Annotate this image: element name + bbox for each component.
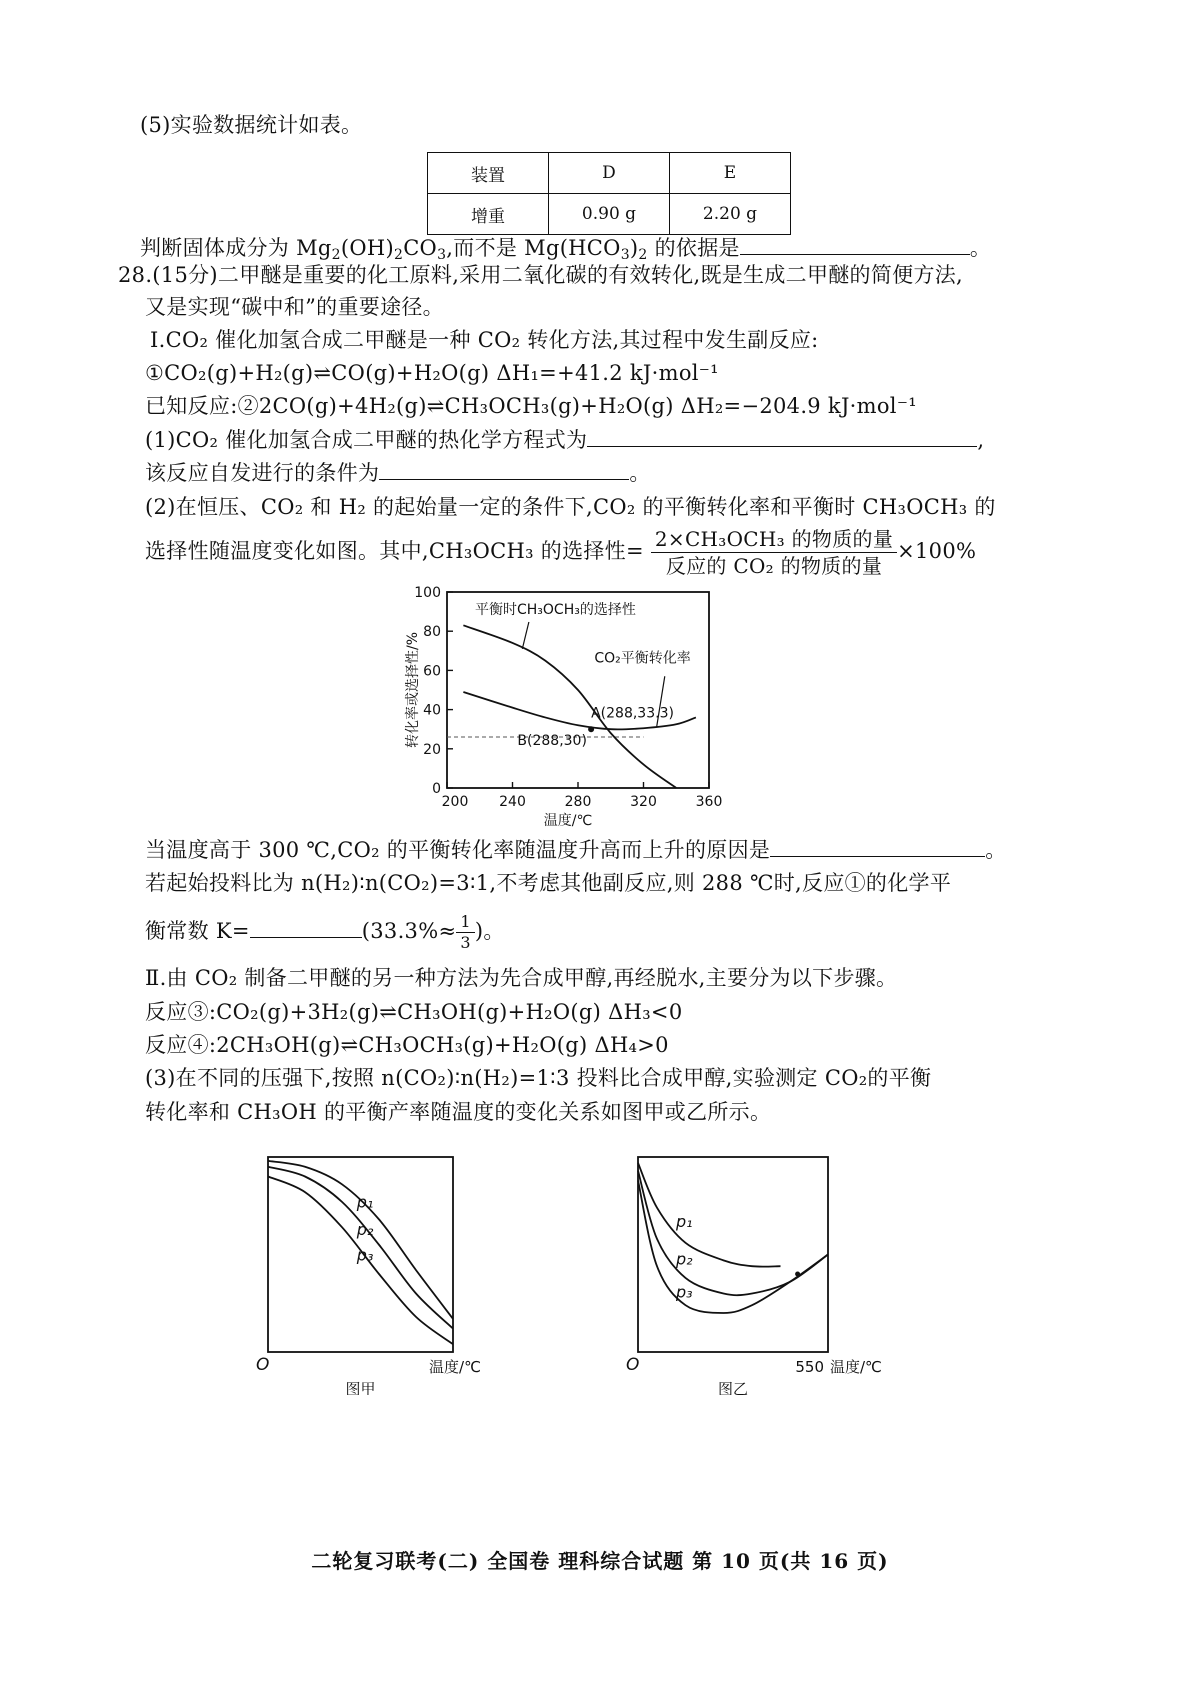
reaction-4: 反应④:2CH₃OH(g)⇌CH₃OCH₃(g)+H₂O(g) ΔH₄>0 [145, 1033, 669, 1057]
figure-caption: 图甲 [345, 1380, 376, 1395]
selectivity-fraction: $\frac{\text{2×CH₃OCH₃ 的物质的量}}{\text{反应的 CO₂ 的物质的量}}$ [651, 526, 897, 579]
q28-head: 28.(15分)二甲醚是重要的化工原料,采用二氧化碳的有效转化,既是生成二甲醚的简便方法, [118, 263, 964, 287]
x-tick-label: 200 [441, 794, 469, 810]
table-header: D [549, 153, 670, 194]
table-cell: 增重 [428, 194, 549, 235]
q2-line2: 选择性随温度变化如图。其中,CH₃OCH₃ 的选择性= $\frac{\text{2×CH₃OCH₃ 的物质的量}}{\text{反应的 CO₂ 的物质的量}}$ ×100% [145, 527, 977, 578]
figure-yi [610, 1135, 910, 1395]
pressure-curve [638, 1163, 781, 1267]
series-label-selectivity: 平衡时CH₃OCH₃的选择性 [475, 602, 636, 618]
series-label-conversion: CO₂平衡转化率 [594, 650, 691, 667]
answer-blank[interactable] [379, 457, 629, 480]
pressure-curve [638, 1180, 828, 1313]
table-header: E [670, 153, 791, 194]
q3-line2: 转化率和 CH₃OH 的平衡产率随温度的变化关系如图甲或乙所示。 [145, 1100, 772, 1124]
q5-intro: (5)实验数据统计如表。 [140, 113, 363, 137]
x-tick-label: 320 [630, 794, 657, 810]
y-tick-label: 0 [432, 781, 441, 797]
y-tick-label: 80 [423, 624, 441, 641]
q3-line1: (3)在不同的压强下,按照 n(CO₂)∶n(H₂)=1∶3 投料比合成甲醇,实验测定 CO₂的平衡 [145, 1066, 932, 1090]
curve-label: p₂ [356, 1220, 374, 1239]
y-tick-label: 40 [423, 702, 441, 719]
curve-label: p₃ [356, 1245, 374, 1265]
x-axis-label: 温度/℃ [429, 1358, 481, 1376]
x-tick-label: 360 [695, 794, 723, 810]
y-tick-label: 20 [423, 741, 441, 758]
convergence-point [795, 1272, 800, 1277]
q1-line: (1)CO₂ 催化加氢合成二甲醚的热化学方程式为 , [145, 424, 984, 455]
annotation-b: B(288,30) [517, 732, 587, 749]
intersection-point [588, 726, 594, 732]
table-header: 装置 [428, 153, 549, 194]
q1-line2: 该反应自发进行的条件为 。 [145, 457, 651, 488]
pressure-curve [268, 1161, 453, 1319]
y-tick-label: 100 [414, 585, 441, 601]
figure-jia [240, 1135, 510, 1395]
part2-title: Ⅱ.由 CO₂ 制备二甲醚的另一种方法为先合成甲醇,再经脱水,主要分为以下步骤。 [145, 966, 898, 990]
x-tick-label: 280 [564, 794, 592, 810]
page-footer: 二轮复习联考(二) 全国卷 理科综合试题 第 10 页(共 16 页) [311, 1549, 889, 1573]
curve-label: p₂ [676, 1249, 693, 1269]
q2-line1: (2)在恒压、CO₂ 和 H₂ 的起始量一定的条件下,CO₂ 的平衡转化率和平衡时 CH₃OCH₃ 的 [145, 495, 996, 519]
part1-title: Ⅰ.CO₂ 催化加氢合成二甲醚是一种 CO₂ 转化方法,其过程中发生副反应: [150, 328, 819, 352]
y-tick-label: 60 [423, 663, 441, 680]
data-table [427, 152, 791, 235]
q2-line3: 当温度高于 300 ℃,CO₂ 的平衡转化率随温度升高而上升的原因是 。 [145, 834, 1007, 865]
table-cell: 0.90 g [549, 194, 670, 235]
origin-label: O [626, 1355, 640, 1375]
x-axis-label: 温度/℃ [830, 1358, 882, 1376]
table-header-row [428, 153, 791, 194]
reaction-2: 已知反应:②2CO(g)+4H₂(g)⇌CH₃OCH₃(g)+H₂O(g) ΔH₂=−204.9 kJ·mol⁻¹ [145, 394, 917, 418]
q5-question: 判断固体成分为 $Mg_2(OH)_2CO_3$,而不是 $Mg(HCO_3)_2$ 的依据是 。 [140, 232, 991, 270]
plot-frame [638, 1157, 828, 1352]
selectivity-conversion-chart [395, 580, 775, 835]
curve-label: p₁ [356, 1192, 374, 1212]
q2-line4: 若起始投料比为 n(H₂)∶n(CO₂)=3∶1,不考虑其他副反应,则 288 ℃时,反应①的化学平 [145, 871, 952, 895]
x-tick-label: 240 [499, 794, 526, 810]
leader-line [522, 622, 529, 649]
one-third-fraction: $\frac{1}{3}$ [456, 912, 474, 953]
x-axis-label: 温度/℃ [543, 813, 593, 829]
curve-label: p₃ [676, 1282, 693, 1302]
annotation-a: A(288,33.3) [591, 705, 674, 722]
answer-blank[interactable] [250, 915, 362, 938]
table-cell: 2.20 g [670, 194, 791, 235]
pressure-curve [638, 1171, 828, 1296]
answer-blank[interactable] [587, 424, 977, 447]
x-marker-label: 550 [795, 1358, 824, 1376]
origin-label: O [256, 1355, 270, 1375]
reaction-1: ①CO₂(g)+H₂(g)⇌CO(g)+H₂O(g) ΔH₁=+41.2 kJ·mol⁻¹ [145, 361, 719, 385]
figure-caption: 图乙 [717, 1380, 749, 1395]
q2-line5: 衡常数 K= (33.3%≈ $\frac{1}{3}$ )。 [145, 912, 505, 952]
q28-head2: 又是实现“碳中和”的重要途径。 [145, 295, 444, 319]
curve-label: p₁ [676, 1212, 693, 1232]
table-row [428, 194, 791, 235]
y-axis-label: 转化率或选择性/% [405, 631, 421, 749]
answer-blank[interactable] [770, 834, 985, 857]
reaction-3: 反应③:CO₂(g)+3H₂(g)⇌CH₃OH(g)+H₂O(g) ΔH₃<0 [145, 1000, 683, 1024]
answer-blank[interactable] [740, 232, 970, 255]
